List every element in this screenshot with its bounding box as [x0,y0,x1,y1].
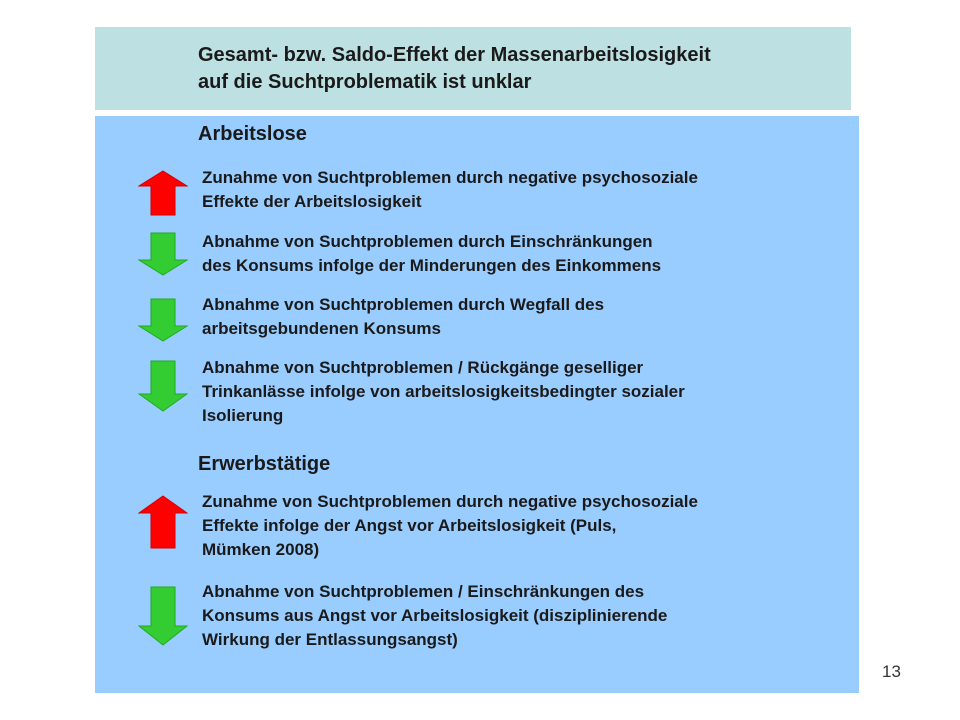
section-title-erwerbstaetige: Erwerbstätige [198,453,331,475]
list-item: Abnahme von Suchtproblemen durch Einschränkungen des Konsums infolge der Minderungen des Einkommens [202,232,662,275]
list-item: Zunahme von Suchtproblemen durch negative psychosoziale Effekte der Arbeitslosigkeit [202,168,698,211]
slide-title: Gesamt- bzw. Saldo-Effekt der Massenarbeitslosigkeit auf die Suchtproblematik ist unklar [198,44,711,93]
arrow-down-icon [138,232,188,276]
arrow-down-icon [138,586,188,646]
list-item: Abnahme von Suchtproblemen / Rückgänge geselliger Trinkanlässe infolge von arbeitslosigkeitsbedingter sozialer Isolierung [202,358,685,425]
section-title-arbeitslose: Arbeitslose [198,123,307,145]
list-item: Zunahme von Suchtproblemen durch negative psychosoziale Effekte infolge der Angst vor Arbeitslosigkeit (Puls, Mümken 2008) [202,492,698,559]
arrow-up-icon [138,170,188,216]
list-item: Abnahme von Suchtproblemen durch Wegfall des arbeitsgebundenen Konsums [202,295,605,338]
arrow-down-icon [138,298,188,342]
page-number: 13 [882,662,901,681]
arrow-down-icon [138,360,188,412]
arrow-up-icon [138,495,188,549]
list-item: Abnahme von Suchtproblemen / Einschränkungen des Konsums aus Angst vor Arbeitslosigkeit (disziplinierende Wirkung der Entlassungsangst) [202,582,668,649]
